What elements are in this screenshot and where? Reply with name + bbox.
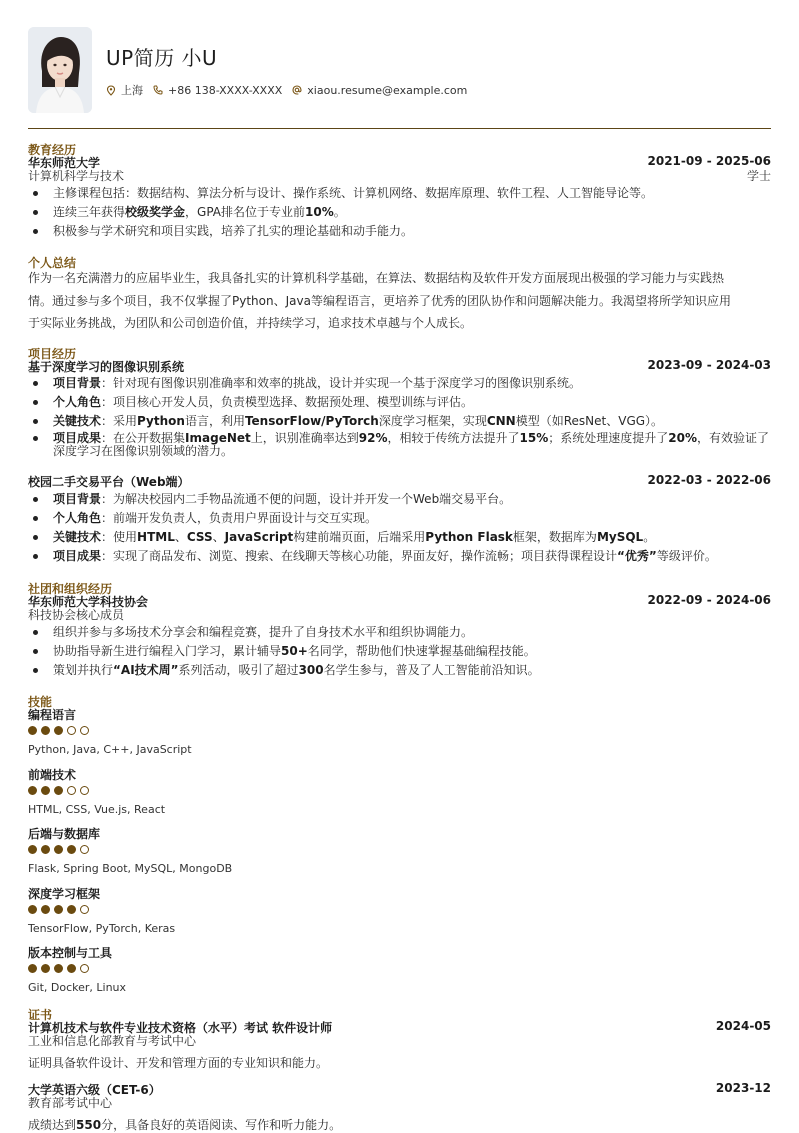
contact-email[interactable]: [292, 84, 467, 97]
resume-page: [28, 27, 771, 1132]
list-item: 项目成果：实现了商品发布、浏览、搜索、在线聊天等核心功能，界面友好，操作流畅；项目获得课程设计“优秀”等级评价。: [28, 547, 771, 566]
list-item: 项目成果：在公开数据集ImageNet上，识别准确率达到92%，相较于传统方法提升了15%；系统处理速度提升了20%，有效验证了深度学习在图像识别领域的潜力。: [28, 431, 771, 459]
rating-dot-filled: [41, 964, 50, 973]
section-title-summary: 个人总结: [28, 256, 77, 270]
club-org: 华东师范大学科技协会: [28, 595, 149, 609]
list-item: 积极参与学术研究和项目实践，培养了扎实的理论基础和动手能力。: [28, 222, 771, 241]
contact-info: [106, 82, 477, 98]
contact-phone[interactable]: [153, 84, 282, 97]
rating-dot-filled: [28, 964, 37, 973]
at-sign-icon: [292, 85, 302, 95]
summary-line: 情。通过参与多个项目，我不仅掌握了Python、Java等编程语言，更培养了优秀的团队协作和问题解决能力。我渴望将所学知识应用: [28, 293, 731, 308]
phone-icon: [153, 85, 163, 95]
summary-line: 作为一名充满潜力的应届毕业生，我具备扎实的计算机科学基础，在算法、数据结构及软件开发方面展现出极强的学习能力与实践热: [28, 271, 725, 285]
skill-level-rating: [28, 905, 93, 914]
education-school: 华东师范大学: [28, 156, 101, 170]
skill-desc: HTML, CSS, Vue.js, React: [28, 802, 166, 816]
section-title-clubs: 社团和组织经历: [28, 582, 113, 596]
education-date: 2021-09 - 2025-06: [647, 154, 771, 168]
rating-dot-filled: [54, 905, 63, 914]
list-item: 个人角色：项目核心开发人员，负责模型选择、数据预处理、模型训练与评估。: [28, 393, 771, 412]
list-item: 组织并参与多场技术分享会和编程竞赛，提升了自身技术水平和组织协调能力。: [28, 623, 771, 642]
rating-dot-empty: [80, 964, 89, 973]
club-role: 科技协会核心成员: [28, 608, 125, 622]
rating-dot-filled: [41, 845, 50, 854]
rating-dot-empty: [67, 786, 76, 795]
header-divider: [28, 128, 771, 129]
section-title-education: 教育经历: [28, 143, 77, 157]
skill-level-rating: [28, 964, 93, 973]
resume-header: [28, 27, 771, 113]
avatar: [28, 27, 92, 113]
certificate-desc: 证明具备软件设计、开发和管理方面的专业知识和能力。: [28, 1056, 329, 1070]
list-item: 个人角色：前端开发负责人，负责用户界面设计与交互实现。: [28, 509, 771, 528]
list-item: 关键技术：使用HTML、CSS、JavaScript构建前端页面，后端采用Python Flask框架，数据库为MySQL。: [28, 528, 771, 547]
skill-level-rating: [28, 726, 93, 735]
project-date: 2023-09 - 2024-03: [647, 358, 771, 372]
summary-line: 于实际业务挑战，为团队和公司创造价值，并持续学习，追求技术卓越与个人成长。: [28, 316, 473, 330]
certificate-header: [28, 1081, 771, 1098]
club-bullets: [28, 623, 771, 680]
list-item: 项目背景：针对现有图像识别准确率和效率的挑战，设计并实现一个基于深度学习的图像识别系统。: [28, 374, 771, 393]
rating-dot-filled: [41, 726, 50, 735]
skill-desc: Git, Docker, Linux: [28, 981, 127, 994]
summary-text: [28, 267, 771, 335]
certificate-issuer: 教育部考试中心: [28, 1096, 113, 1110]
education-major: 计算机科学与技术: [28, 169, 125, 183]
avatar-photo: [28, 27, 92, 113]
club-header: [28, 593, 771, 610]
list-item: 主修课程包括：数据结构、算法分析与设计、操作系统、计算机网络、数据库原理、软件工程、人工智能导论等。: [28, 184, 771, 203]
rating-dot-filled: [67, 845, 76, 854]
rating-dot-filled: [54, 726, 63, 735]
rating-dot-filled: [28, 726, 37, 735]
rating-dot-filled: [41, 786, 50, 795]
skill-desc: Python, Java, C++, JavaScript: [28, 743, 192, 756]
skill-name: 后端与数据库: [28, 827, 101, 841]
club-date: 2022-09 - 2024-06: [647, 593, 771, 607]
candidate-name: UP简历 小U: [106, 46, 218, 70]
rating-dot-filled: [28, 845, 37, 854]
skill-name: 版本控制与工具: [28, 946, 113, 960]
skill-name: 编程语言: [28, 708, 77, 722]
project-name: 基于深度学习的图像识别系统: [28, 360, 185, 374]
list-item: 关键技术：采用Python语言，利用TensorFlow/PyTorch深度学习框架，实现CNN模型（如ResNet、VGG）。: [28, 412, 771, 431]
location-text: 上海: [121, 84, 143, 97]
project-bullets: [28, 490, 771, 566]
rating-dot-empty: [80, 786, 89, 795]
phone-text: +86 138-XXXX-XXXX: [168, 83, 283, 97]
education-bullets: [28, 184, 771, 241]
rating-dot-filled: [28, 905, 37, 914]
rating-dot-filled: [54, 845, 63, 854]
section-title-skills: 技能: [28, 695, 53, 709]
list-item: 策划并执行“AI技术周”系列活动，吸引了超过300名学生参与，普及了人工智能前沿知识。: [28, 661, 771, 680]
rating-dot-empty: [67, 726, 76, 735]
education-degree: 学士: [746, 169, 771, 183]
project-header: [28, 358, 771, 375]
skill-level-rating: [28, 845, 93, 854]
certificate-name: 大学英语六级（CET-6）: [28, 1083, 161, 1097]
rating-dot-filled: [28, 786, 37, 795]
skill-desc: Flask, Spring Boot, MySQL, MongoDB: [28, 862, 233, 875]
certificate-desc: 成绩达到550分，具备良好的英语阅读、写作和听力能力。: [28, 1118, 342, 1132]
certificate-issuer: 工业和信息化部教育与考试中心: [28, 1034, 197, 1048]
list-item: 项目背景：为解决校园内二手物品流通不便的问题，设计并开发一个Web端交易平台。: [28, 490, 771, 509]
certificate-name: 计算机技术与软件专业技术资格（水平）考试 软件设计师: [28, 1021, 333, 1035]
rating-dot-filled: [41, 905, 50, 914]
skill-level-rating: [28, 786, 93, 795]
project-header: [28, 473, 771, 490]
rating-dot-filled: [54, 964, 63, 973]
list-item: 协助指导新生进行编程入门学习，累计辅导50+名同学，帮助他们快速掌握基础编程技能。: [28, 642, 771, 661]
section-title-projects: 项目经历: [28, 347, 77, 361]
rating-dot-filled: [54, 786, 63, 795]
project-name: 校园二手交易平台（Web端）: [28, 475, 190, 489]
skill-name: 前端技术: [28, 767, 77, 782]
education-subheader: [28, 167, 771, 184]
list-item: 连续三年获得校级奖学金，GPA排名位于专业前10%。: [28, 203, 771, 222]
contact-location: [106, 82, 143, 98]
skill-name: 深度学习框架: [28, 886, 101, 901]
certificate-date: 2024-05: [715, 1019, 771, 1033]
rating-dot-empty: [80, 845, 89, 854]
rating-dot-filled: [67, 964, 76, 973]
project-bullets: [28, 374, 771, 459]
rating-dot-empty: [80, 726, 89, 735]
rating-dot-filled: [67, 905, 76, 914]
email-text: xiaou.resume@example.com: [307, 83, 468, 97]
location-pin-icon: [106, 85, 116, 96]
project-date: 2022-03 - 2022-06: [647, 473, 771, 487]
certificate-date: 2023-12: [715, 1081, 771, 1095]
rating-dot-empty: [80, 905, 89, 914]
skill-desc: TensorFlow, PyTorch, Keras: [28, 921, 176, 935]
section-title-certificates: 证书: [28, 1008, 53, 1022]
